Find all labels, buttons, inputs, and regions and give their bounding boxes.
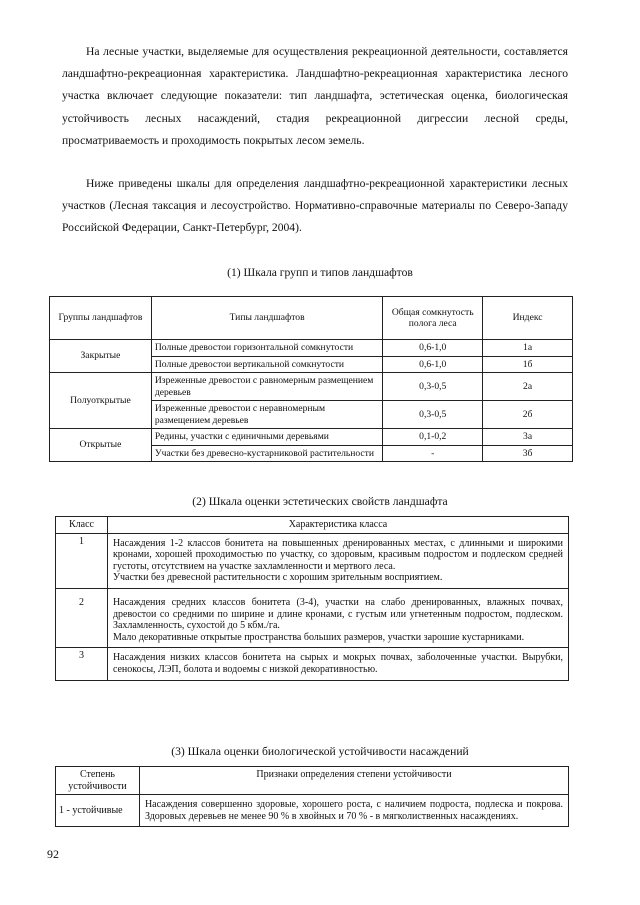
table1-header-index: Индекс (483, 297, 573, 340)
group-semi-open: Полуоткрытые (50, 373, 152, 429)
closure-value: 0,3-0,5 (383, 401, 483, 429)
class-description-main: Насаждения 1-2 классов бонитета на повышенных дренированных местах, с длинными и широкими кронами, хорошей проходимостью по участку, со здоровым, красивым подростом и подлеском средней густоты, отсутствием на участке захламленности и мертвого леса. (112, 537, 563, 572)
table2-caption: (2) Шкала оценки эстетических свойств ландшафта (192, 495, 448, 508)
landscape-type: Полные древостои вертикальной сомкнутости (151, 356, 382, 373)
landscape-type: Полные древостои горизонтальной сомкнутости (151, 340, 382, 357)
table1-caption: (1) Шкала групп и типов ландшафтов (227, 266, 413, 279)
landscape-types-table (49, 296, 573, 462)
stability-degree: 1 - устойчивые (56, 795, 140, 827)
class-description-main: Насаждения средних классов бонитета (3-4), участки на слабо дренированных, влажных почвах, древостои со средними по ширине и длине кронами, с густым или угнетенным подростом, подлеском. Захламленность, сухостой до 5 кбм./га. (112, 596, 563, 632)
table-row (50, 373, 573, 401)
class-description-main: Насаждения низких классов бонитета на сырых и мокрых почвах, заболоченные участки. Вырубки, сенокосы, ЛЭП, болота и водоемы с низкой декоративностью. (112, 652, 563, 675)
landscape-type: Редины, участки с единичными деревьями (151, 429, 382, 446)
table3-header-degree: Степень устойчивости (56, 767, 140, 795)
table3-caption: (3) Шкала оценки биологической устойчивости насаждений (171, 745, 469, 758)
table1-header-closure: Общая сомкнутость полога леса (383, 297, 483, 340)
table-row (56, 533, 569, 588)
index-value: 2б (483, 401, 573, 429)
class-number: 2 (56, 588, 108, 647)
table2-header-class: Класс (56, 517, 108, 534)
group-closed: Закрытые (50, 340, 152, 373)
closure-value: 0,6-1,0 (383, 340, 483, 357)
class-number: 3 (56, 648, 108, 680)
stability-scale-table (55, 766, 569, 827)
index-value: 3а (483, 429, 573, 446)
class-description (107, 533, 568, 588)
class-description (107, 588, 568, 647)
table2-header-description: Характеристика класса (107, 517, 568, 534)
class-description-extra: Участки без древесной растительности с хорошим зрительным восприятием. (112, 572, 443, 584)
table-row (56, 795, 569, 827)
intro-paragraph-2: Ниже приведены шкалы для определения ландшафтно-рекреационной характеристики лесных участков (Лесная таксация и лесоустройство. Нормативно-справочные материалы по Северо-Западу Российской Федерации, Санкт-Петербург, 2004). (62, 177, 568, 235)
class-description-extra: Мало декоративные открытые пространства больших размеров, участки зарошие кустарниками. (112, 631, 525, 643)
table-row (50, 429, 573, 446)
closure-value: 0,1-0,2 (383, 429, 483, 446)
page-number: 92 (47, 847, 59, 861)
landscape-type: Участки без древесно-кустарниковой растительности (151, 445, 382, 462)
aesthetic-scale-table (55, 516, 569, 681)
closure-value: - (383, 445, 483, 462)
closure-value: 0,3-0,5 (383, 373, 483, 401)
table-row (56, 588, 569, 647)
landscape-type: Изреженные древостои с равномерным размещением деревьев (151, 373, 382, 401)
index-value: 2а (483, 373, 573, 401)
class-number: 1 (56, 533, 108, 588)
index-value: 1б (483, 356, 573, 373)
table2-header-row (56, 517, 569, 534)
index-value: 1а (483, 340, 573, 357)
index-value: 3б (483, 445, 573, 462)
class-description (107, 648, 568, 680)
stability-description: Насаждения совершенно здоровые, хорошего роста, с наличием подроста, подлеска и покрова. Здоровых деревьев не менее 90 % в хвойных и 70 % - в мягколиственных насаждениях. (139, 795, 568, 827)
table3-header-description: Признаки определения степени устойчивости (139, 767, 568, 795)
table1-header-groups: Группы ландшафтов (50, 297, 152, 340)
closure-value: 0,6-1,0 (383, 356, 483, 373)
table1-header-types: Типы ландшафтов (151, 297, 382, 340)
landscape-type: Изреженные древостои с неравномерным размещением деревьев (151, 401, 382, 429)
table1-header-row (50, 297, 573, 340)
table3-header-row (56, 767, 569, 795)
table-row (56, 648, 569, 680)
group-open: Открытые (50, 429, 152, 462)
table-row (50, 340, 573, 357)
intro-paragraph-1: На лесные участки, выделяемые для осуществления рекреационной деятельности, составляется ландшафтно-рекреационная характеристика. Ландшафтно-рекреационная характеристика лесного участка включает следующие показатели: тип ландшафта, эстетическая оценка, биологическая устойчивость лесных насаждений, стадия рекреационной дигрессии лесной среды, просматриваемость и проходимость покрытых лесом земель. (62, 45, 568, 147)
